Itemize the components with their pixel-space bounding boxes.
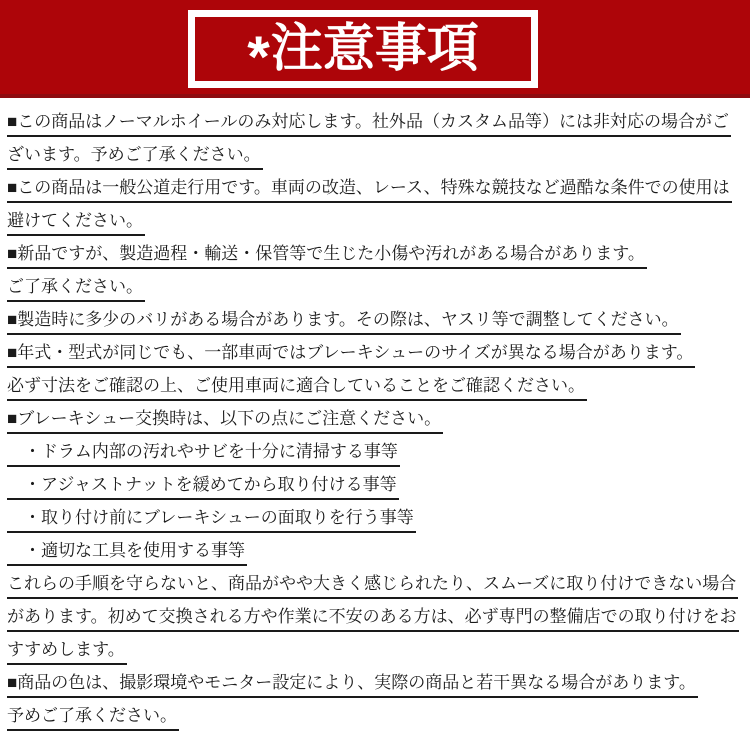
notice-line bbox=[7, 571, 744, 604]
notice-line bbox=[7, 637, 744, 670]
notice-line-text: ■ブレーキシュー交換時は、以下の点にご注意ください。 bbox=[7, 406, 443, 434]
notice-line bbox=[7, 373, 744, 406]
asterisk-mark: * bbox=[247, 25, 270, 90]
page-title: 注意事項 bbox=[270, 20, 479, 78]
notice-line-text: これらの手順を守らないと、商品がやや大きく感じられたり、スムーズに取り付けできない場合 bbox=[7, 571, 738, 599]
notice-line-bullet bbox=[7, 472, 744, 505]
notice-line-text: ■商品の色は、撮影環境やモニター設定により、実際の商品と若干異なる場合があります。 bbox=[7, 670, 698, 698]
notice-title-box bbox=[188, 10, 538, 88]
notice-line-text: 予めご了承ください。 bbox=[7, 703, 179, 731]
notice-line bbox=[7, 274, 744, 307]
notice-line-text: ざいます。予めご了承ください。 bbox=[7, 142, 263, 170]
notice-line bbox=[7, 307, 744, 340]
notice-line bbox=[7, 406, 744, 439]
notice-line-text: 避けてください。 bbox=[7, 208, 145, 236]
notice-line-text: ■新品ですが、製造過程・輸送・保管等で生じた小傷や汚れがある場合があります。 bbox=[7, 241, 647, 269]
notice-line-text: ■製造時に多少のバリがある場合があります。その際は、ヤスリ等で調整してください。 bbox=[7, 307, 681, 335]
notice-line bbox=[7, 703, 744, 736]
notice-line bbox=[7, 340, 744, 373]
notice-line-bullet bbox=[7, 505, 744, 538]
notice-line-bullet bbox=[7, 439, 744, 472]
notice-line-text: ■年式・型式が同じでも、一部車両ではブレーキシューのサイズが異なる場合があります。 bbox=[7, 340, 695, 368]
notice-line-text: ・ドラム内部の汚れやサビを十分に清掃する事等 bbox=[7, 439, 400, 467]
notice-line bbox=[7, 109, 744, 142]
notice-line bbox=[7, 670, 744, 703]
notice-line-text: ご了承ください。 bbox=[7, 274, 145, 302]
notice-line-text: すすめします。 bbox=[7, 637, 127, 665]
notice-line-text: があります。初めて交換される方や作業に不安のある方は、必ず専門の整備店での取り付けをお bbox=[7, 604, 739, 632]
notice-line-text: ・アジャストナットを緩めてから取り付ける事等 bbox=[7, 472, 399, 500]
notice-line bbox=[7, 604, 744, 637]
notice-line-text: ・適切な工具を使用する事等 bbox=[7, 538, 247, 566]
notice-line-text: ・取り付け前にブレーキシューの面取りを行う事等 bbox=[7, 505, 416, 533]
notice-body bbox=[0, 98, 750, 736]
notice-line bbox=[7, 142, 744, 175]
notice-line-text: 必ず寸法をご確認の上、ご使用車両に適合していることをご確認ください。 bbox=[7, 373, 587, 401]
notice-line-text: ■この商品はノーマルホイールのみ対応します。社外品（カスタム品等）には非対応の場合がご bbox=[7, 109, 731, 137]
notice-line-text: ■この商品は一般公道走行用です。車両の改造、レース、特殊な競技など過酷な条件での使用は bbox=[7, 175, 732, 203]
notice-line bbox=[7, 175, 744, 208]
notice-line bbox=[7, 241, 744, 274]
notice-line bbox=[7, 208, 744, 241]
notice-banner bbox=[0, 0, 750, 98]
notice-line-bullet bbox=[7, 538, 744, 571]
